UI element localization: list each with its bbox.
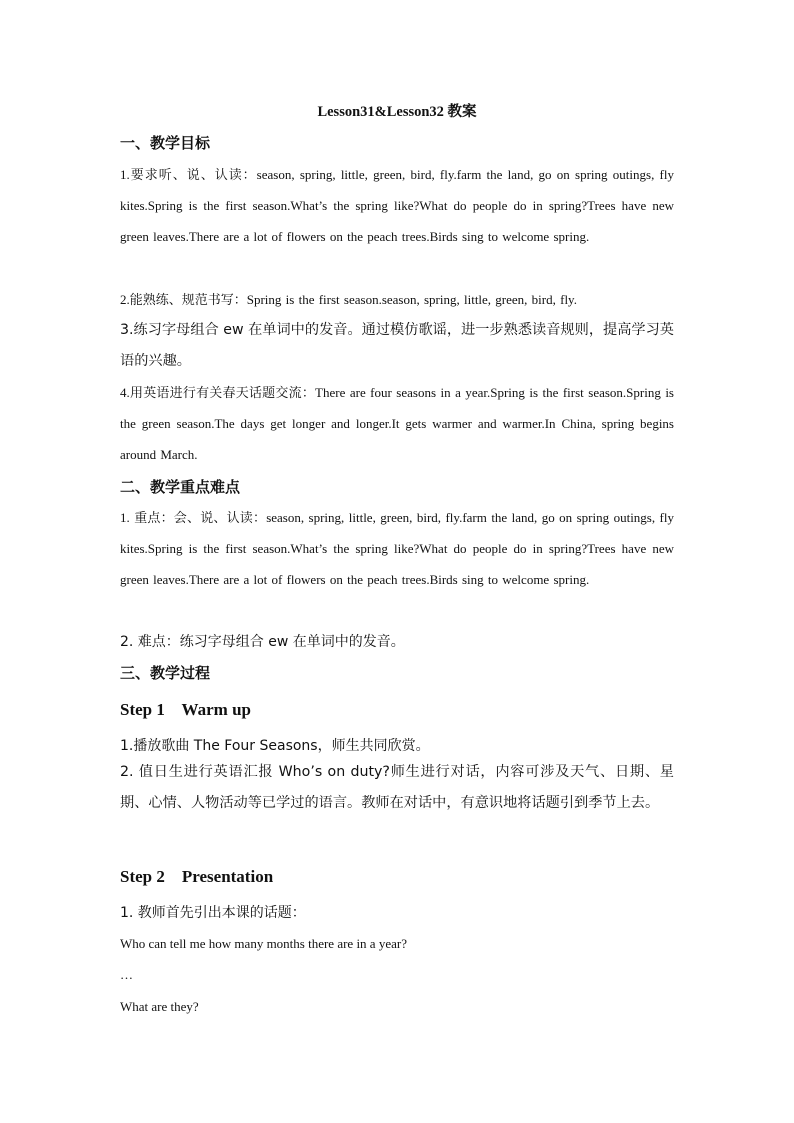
document-title: Lesson31&Lesson32 教案 [317,104,477,120]
step1-heading: Step 1 Warm up [120,700,251,719]
key-point-item-2: 2. 难点：练习字母组合 ew 在单词中的发音。 [120,634,405,650]
objective-item-2: 2.能熟练、规范书写：Spring is the first season.season, spring, little, green, bird, fly. [120,292,577,307]
step1-item-1: 1.播放歌曲 The Four Seasons，师生共同欣赏。 [120,738,430,754]
objective-item-4: 4.用英语进行有关春天话题交流：There are four seasons in a year.Spring is the first season.Spring is the green season.The days get longer and longer.It gets warmer and warmer.In China, spring begins around March. [120,385,674,462]
section-heading-process: 三、教学过程 [120,664,211,682]
key-point-item-1: 1. 重点：会、说、认读：season, spring, little, green, bird, fly.farm the land, go on spring outings, fly kites.Spring is the first season.What’s the spring like?What do people do in spring?Trees have new green leaves.There are a lot of flowers on the peach trees.Birds sing to welcome spring. [120,510,674,587]
objective-item-1: 1.要求听、说、认读：season, spring, little, green, bird, fly.farm the land, go on spring outings, fly kites.Spring is the first season.What’s the spring like?What do people do in spring?Trees have new green leaves.There are a lot of flowers on the peach trees.Birds sing to welcome spring. [120,167,674,244]
document-page [120,0,674,1123]
step2-heading: Step 2 Presentation [120,867,274,886]
step1-item-2: 2. 值日生进行英语汇报 Who’s on duty?师生进行对话，内容可涉及天气、日期、星期、心情、人物活动等已学过的语言。教师在对话中，有意识地将话题引到季节上去。 [120,764,674,811]
step2-ellipsis: … [120,967,133,982]
step2-question-1: Who can tell me how many months there are in a year? [120,936,407,951]
section-heading-key-points: 二、教学重点难点 [120,478,241,496]
objective-item-3: 3.练习字母组合 ew 在单词中的发音。通过模仿歌谣，进一步熟悉读音规则，提高学习英语的兴趣。 [120,322,674,369]
step2-question-2: What are they? [120,999,199,1014]
step2-item-1: 1. 教师首先引出本课的话题： [120,905,306,921]
section-heading-objectives: 一、教学目标 [120,134,211,152]
